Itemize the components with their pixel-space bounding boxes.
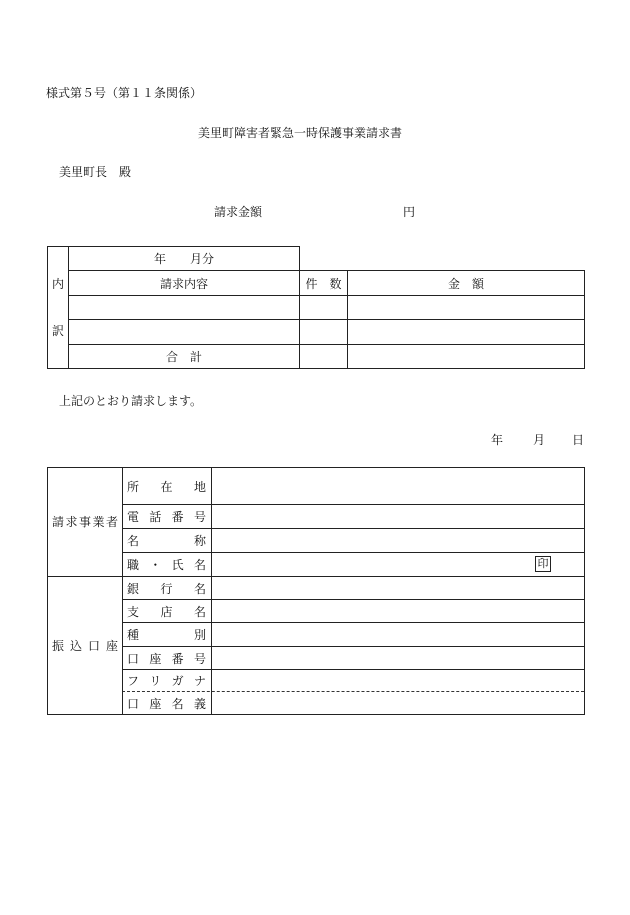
title-name-label: 職 ・ 氏 名 — [127, 558, 206, 572]
addressee: 美里町長 殿 — [59, 165, 132, 179]
column-header-amount: 金 額 — [447, 276, 484, 291]
breakdown-amount-cell[interactable] — [348, 296, 584, 319]
date-day: 日 — [572, 433, 585, 447]
bank-name-field[interactable] — [212, 577, 584, 599]
yen-unit: 円 — [403, 205, 416, 219]
breakdown-content-cell[interactable] — [69, 320, 299, 344]
name-label: 名 称 — [127, 534, 206, 548]
account-holder-label: 口 座 名 義 — [127, 696, 206, 711]
breakdown-count-cell[interactable] — [300, 296, 347, 319]
address-label: 所 在 地 — [127, 479, 206, 494]
address-field[interactable] — [212, 468, 584, 504]
total-amount-cell[interactable] — [348, 345, 584, 368]
branch-name-field[interactable] — [212, 600, 584, 622]
phone-label: 電 話 番 号 — [127, 510, 206, 524]
date-year: 年 — [491, 433, 504, 447]
date-month: 月 — [533, 433, 546, 447]
document-title: 美里町障害者緊急一時保護事業請求書 — [198, 126, 403, 140]
breakdown-content-cell[interactable] — [69, 296, 299, 319]
form-number: 様式第５号（第１１条関係） — [46, 86, 203, 100]
amount-label: 請求金額 — [214, 205, 263, 219]
account-type-label: 種 別 — [127, 628, 206, 642]
breakdown-total-label: 合 計 — [165, 350, 202, 364]
seal-mark: 印 — [535, 556, 551, 572]
business-name-field[interactable] — [212, 529, 584, 552]
request-statement: 上記のとおり請求します。 — [59, 394, 203, 408]
claimant-section-label: 請 求 事 業 者 — [52, 514, 118, 529]
furigana-field[interactable] — [212, 670, 584, 691]
total-count-cell[interactable] — [300, 345, 347, 368]
breakdown-count-cell[interactable] — [300, 320, 347, 344]
phone-field[interactable] — [212, 505, 584, 528]
branch-name-label: 支 店 名 — [127, 604, 206, 619]
representative-name-field[interactable] — [212, 553, 532, 576]
breakdown-side-label-top: 内 — [51, 276, 64, 291]
account-number-field[interactable] — [212, 647, 584, 669]
column-header-count: 件 数 — [305, 276, 342, 291]
account-holder-field[interactable] — [212, 692, 584, 714]
breakdown-side-label-bottom: 訳 — [51, 323, 64, 338]
bank-name-label: 銀 行 名 — [127, 581, 206, 596]
account-number-label: 口 座 番 号 — [127, 651, 206, 666]
account-type-field[interactable] — [212, 623, 584, 646]
furigana-label: フ リ ガ ナ — [127, 674, 206, 688]
breakdown-amount-cell[interactable] — [348, 320, 584, 344]
transfer-section-label: 振 込 口 座 — [52, 638, 118, 653]
breakdown-month-year: 年 月分 — [153, 252, 214, 266]
column-header-content: 請求内容 — [159, 276, 208, 291]
